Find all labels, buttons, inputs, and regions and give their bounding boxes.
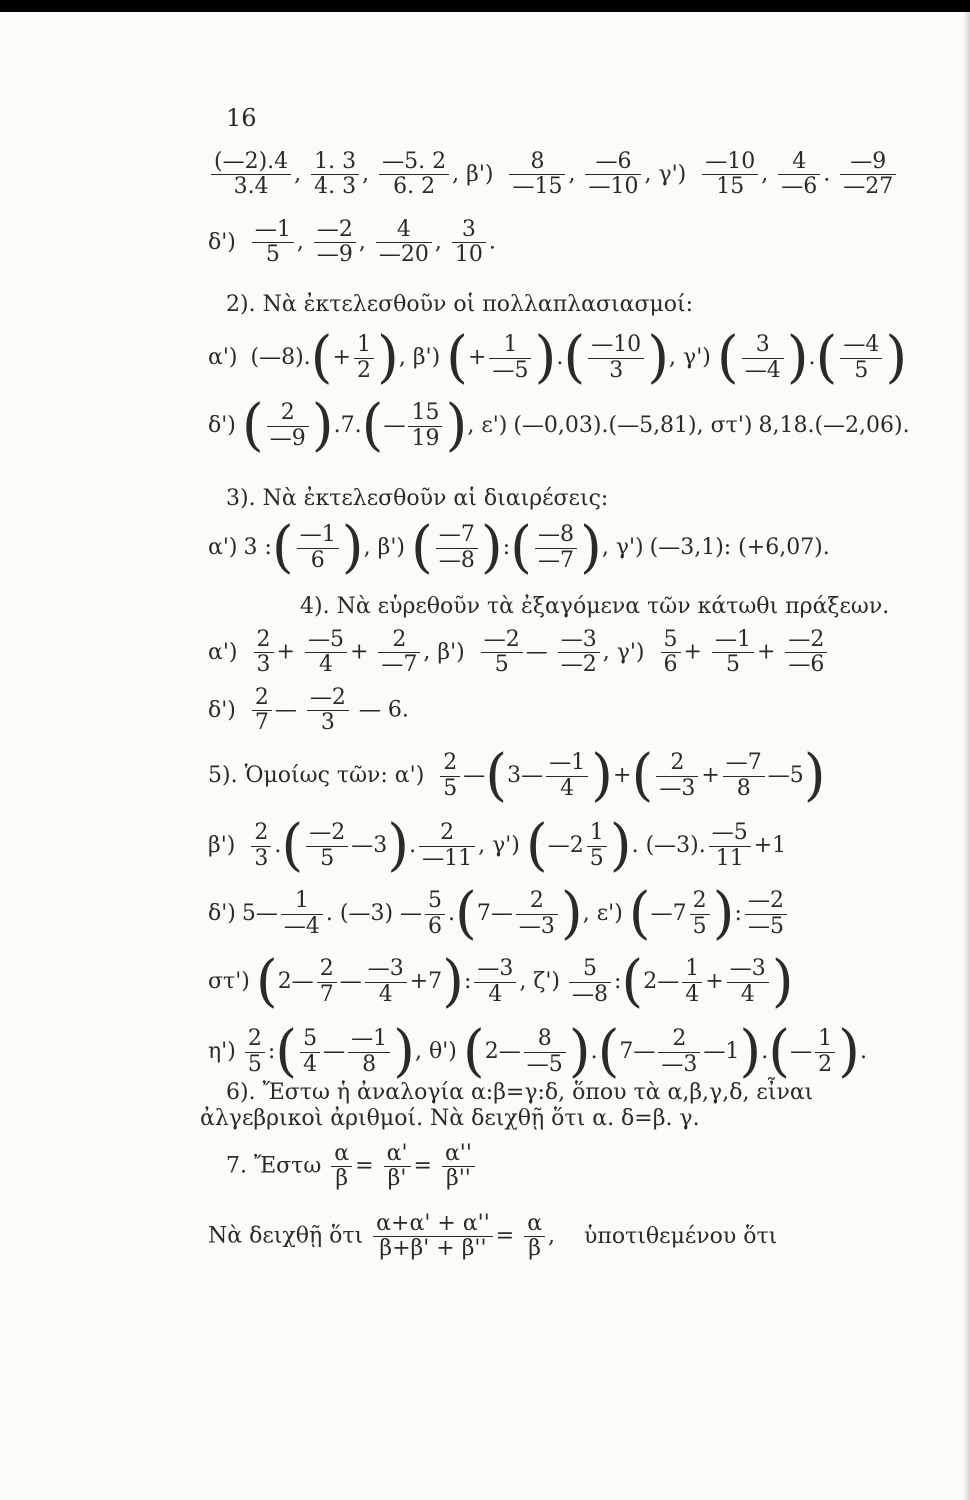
item-label: ε') (596, 901, 623, 926)
item-label: β') (377, 535, 405, 560)
fraction: $\frac{—1}{5}$ (712, 628, 754, 677)
item-label: ζ') (533, 969, 560, 994)
fraction: $\frac{—2}{—6}$ (785, 628, 827, 677)
fraction: $\frac{3}{10}$ (452, 218, 486, 267)
fraction: $\frac{1}{5}$ (587, 821, 607, 870)
fraction: $\frac{—2}{5}$ (306, 821, 348, 870)
fraction: $\frac{2}{—9}$ (267, 401, 309, 450)
item-label: γ') (658, 161, 687, 187)
fraction: $\frac{—7}{—8}$ (436, 523, 478, 572)
fraction: $\frac{—5}{4}$ (305, 628, 347, 677)
ex4-row-2: δ') $\frac{2}{7}$ — $\frac{—2}{3}$ — 6. (208, 685, 409, 736)
fraction: $\frac{1. 3}{4. 3}$ (311, 150, 359, 199)
fraction: $\frac{—9}{—27}$ (840, 150, 896, 199)
scan-edge-shadow (964, 12, 970, 1500)
fraction: $\frac{5}{4}$ (300, 1027, 320, 1076)
fraction: $\frac{—2}{3}$ (307, 686, 349, 735)
fraction: $\frac{5}{6}$ (425, 889, 445, 938)
item-label: β') (466, 161, 494, 187)
fraction: $\frac{—4}{5}$ (840, 333, 882, 382)
fraction: $\frac{4}{—6}$ (778, 150, 820, 199)
fraction: $\frac{2}{5}$ (245, 1027, 265, 1076)
ex5-heading: 5). Ὁμοίως τῶν: (208, 763, 388, 788)
fraction: $\frac{15}{19}$ (408, 401, 442, 450)
ex6-line-2: ἀλγεβρικοὶ ἀριθμοί. Νὰ δειχθῇ ὅτι α. δ=β. γ. (200, 1106, 700, 1131)
fraction: $\frac{—2}{—9}$ (314, 218, 356, 267)
item-label: στ') (710, 413, 753, 438)
fraction: $\frac{2}{7}$ (317, 957, 337, 1006)
fraction: $\frac{2}{—3}$ (516, 889, 558, 938)
ex2-heading: 2). Νὰ ἐκτελεσθοῦν οἱ πολλαπλασιασμοί: (226, 292, 694, 317)
item-label: γ') (616, 639, 645, 665)
ex1-row-2: δ') $\frac{—1}{5}$ , $\frac{—2}{—9}$ , $\frac{4}{—20}$ , $\frac{3}{10}$ . (208, 217, 496, 268)
ex1-row-1: $\frac{(—2).4}{3.4}$ , $\frac{1. 3}{4. 3}$ , $\frac{—5. 2}{6. 2}$ , β') $\frac{8}{—15}$ , $\frac{—6}{—10}$ , γ') $\frac{—10}{15}$ , $\frac{4}{—6}$ . $\frac{—9}{—27}$ (208, 150, 899, 199)
ex5-row-5: η') $\frac{2}{5}$ :( $\frac{5}{4}$ — $\frac{—1}{8}$ ), θ') (2— $\frac{8}{—5}$ ).(7— $\frac{2}{—3}$ —1).(— $\frac{1}{2}$ ). (208, 1019, 867, 1084)
fraction: $\frac{—5}{11}$ (709, 821, 751, 870)
ex3-heading: 3). Νὰ ἐκτελεσθοῦν αἱ διαιρέσεις: (226, 486, 609, 511)
fraction: $\frac{2}{3}$ (254, 628, 274, 677)
item-label: γ') (683, 345, 711, 370)
fraction: $\frac{2}{5}$ (440, 751, 460, 800)
ex5-row-1: 5). Ὁμοίως τῶν: α') $\frac{2}{5}$ —(3— $\frac{—1}{4}$ )+( $\frac{2}{—3}$ + $\frac{—7}{8}$ —5) (208, 743, 826, 808)
fraction: $\frac{—3}{4}$ (727, 957, 769, 1006)
fraction: $\frac{1}{—5}$ (489, 333, 531, 382)
fraction: $\frac{1}{2}$ (815, 1027, 835, 1076)
fraction: $\frac{2}{—7}$ (378, 628, 420, 677)
fraction: $\frac{3}{—4}$ (742, 333, 784, 382)
ex4-row-1: α') $\frac{2}{3}$ + $\frac{—5}{4}$ + $\frac{2}{—7}$ , β') $\frac{—2}{5}$ — $\frac{—3}{—2}$ , γ') $\frac{5}{6}$ + $\frac{—1}{5}$ + $\frac{—2}{—6}$ (208, 628, 830, 677)
item-label: δ') (208, 901, 236, 926)
fraction: $\frac{—2}{5}$ (481, 628, 523, 677)
fraction: $\frac{—7}{8}$ (723, 751, 765, 800)
item-label: η') (208, 1039, 236, 1064)
ex3-row-1: α') 3 :( $\frac{—1}{6}$ ), β') ( $\frac{—7}{—8}$ ):( $\frac{—8}{—7}$ ), γ') (—3,1): (+6,07). (208, 515, 830, 580)
fraction: $\frac{—3}{—2}$ (558, 628, 600, 677)
item-label: β') (208, 833, 236, 858)
item-label: δ') (208, 229, 236, 255)
item-label: γ') (615, 535, 644, 560)
fraction: $\frac{(—2).4}{3.4}$ (211, 150, 291, 199)
fraction: $\frac{\alpha}{\beta}$ (331, 1142, 352, 1191)
fraction: $\frac{—5. 2}{6. 2}$ (379, 150, 449, 199)
fraction: $\frac{—3}{4}$ (474, 957, 516, 1006)
fraction: $\frac{2}{—3}$ (656, 751, 698, 800)
fraction: $\frac{2}{—11}$ (419, 821, 475, 870)
fraction: $\frac{\alpha+\alpha' + \alpha''}{\beta+\beta' + \beta''}$ (373, 1212, 493, 1261)
fraction: $\frac{—10}{15}$ (702, 150, 758, 199)
fraction: $\frac{—1}{5}$ (252, 218, 294, 267)
item-label: θ') (428, 1039, 457, 1064)
fraction: $\frac{—1}{6}$ (297, 523, 339, 572)
fraction: $\frac{\alpha''}{\beta''}$ (442, 1142, 475, 1191)
item-label: α') (208, 535, 238, 560)
fraction: $\frac{—8}{—7}$ (535, 523, 577, 572)
fraction: $\frac{2}{3}$ (251, 821, 271, 870)
fraction: $\frac{—1}{8}$ (348, 1027, 390, 1076)
fraction: $\frac{\alpha'}{\beta'}$ (384, 1142, 411, 1191)
item-label: δ') (208, 413, 236, 438)
ex5-row-2: β') $\frac{2}{3}$ .( $\frac{—2}{5}$ —3). $\frac{2}{—11}$ , γ') (—2 $\frac{1}{5}$ ). (—3). $\frac{—5}{11}$ +1 (208, 813, 787, 878)
scan-top-border (0, 0, 970, 12)
item-label: β') (437, 639, 465, 665)
item-label: δ') (208, 697, 236, 723)
fraction: $\frac{2}{—3}$ (658, 1027, 700, 1076)
page-number: 16 (226, 104, 257, 132)
item-label: α') (394, 763, 425, 788)
ex4-heading: 4). Νὰ εὑρεθοῦν τὰ ἐξαγόμενα τῶν κάτωθι πράξεων. (300, 594, 890, 619)
fraction: $\frac{1}{4}$ (682, 957, 702, 1006)
fraction: $\frac{—2}{—5}$ (745, 889, 787, 938)
fraction: $\frac{5}{—8}$ (569, 957, 611, 1006)
fraction: $\frac{5}{6}$ (661, 628, 681, 677)
ex5-row-3: δ') 5— $\frac{1}{—4}$ . (—3) — $\frac{5}{6}$ .(7— $\frac{2}{—3}$ ), ε') (—7 $\frac{2}{5}$ ): $\frac{—2}{—5}$ (208, 886, 790, 942)
fraction: $\frac{8}{—15}$ (509, 150, 565, 199)
fraction: $\frac{2}{5}$ (690, 889, 710, 938)
ex2-row-2: δ') ( $\frac{2}{—9}$ ).7.(— $\frac{15}{19}$ ), ε') (—0,03).(—5,81), στ') 8,18.(—2,06). (208, 393, 910, 458)
expr-text: (—8). (250, 345, 311, 370)
item-label: α') (208, 639, 238, 665)
fraction: $\frac{1}{—4}$ (281, 889, 323, 938)
fraction: $\frac{8}{—5}$ (524, 1027, 566, 1076)
item-label: ε') (481, 413, 508, 438)
fraction: $\frac{2}{7}$ (252, 686, 272, 735)
ex6-line-1: 6). Ἔστω ἡ ἀναλογία α:β=γ:δ, ὅπου τὰ α,β,γ,δ, εἶναι (226, 1080, 814, 1105)
ex2-row-1: α') (—8).(+ $\frac{1}{2}$ ), β') (+ $\frac{1}{—5}$ ).( $\frac{—10}{3}$ ), γ') ( $\frac{3}{—4}$ ).( $\frac{—4}{5}$ ) (208, 325, 908, 390)
item-label: β') (412, 345, 441, 370)
fraction: $\frac{\alpha}{\beta}$ (524, 1212, 545, 1261)
fraction: $\frac{—10}{3}$ (588, 333, 644, 382)
ex5-row-4: στ') (2— $\frac{2}{7}$ — $\frac{—3}{4}$ +7): $\frac{—3}{4}$ , ζ') $\frac{5}{—8}$ :(2— $\frac{1}{4}$ + $\frac{—3}{4}$ ) (208, 949, 794, 1014)
fraction: $\frac{—3}{4}$ (365, 957, 407, 1006)
ex7-row-2: Νὰ δειχθῇ ὅτι $\frac{\alpha+\alpha' + \alpha''}{\beta+\beta' + \beta''}$ = $\frac{\alpha}{\beta}$ , ὑποτιθεμένου ὅτι (208, 1211, 778, 1262)
ex7-row-1: 7. Ἔστω $\frac{\alpha}{\beta}$ = $\frac{\alpha'}{\beta'}$ = $\frac{\alpha''}{\beta''}$ (226, 1142, 478, 1191)
item-label: στ') (208, 969, 250, 994)
item-label: α') (208, 345, 238, 370)
fraction: $\frac{—6}{—10}$ (585, 150, 641, 199)
item-label: γ') (492, 833, 520, 858)
fraction: $\frac{—1}{4}$ (546, 751, 588, 800)
fraction: $\frac{1}{2}$ (354, 333, 374, 382)
fraction: $\frac{4}{—20}$ (376, 218, 432, 267)
